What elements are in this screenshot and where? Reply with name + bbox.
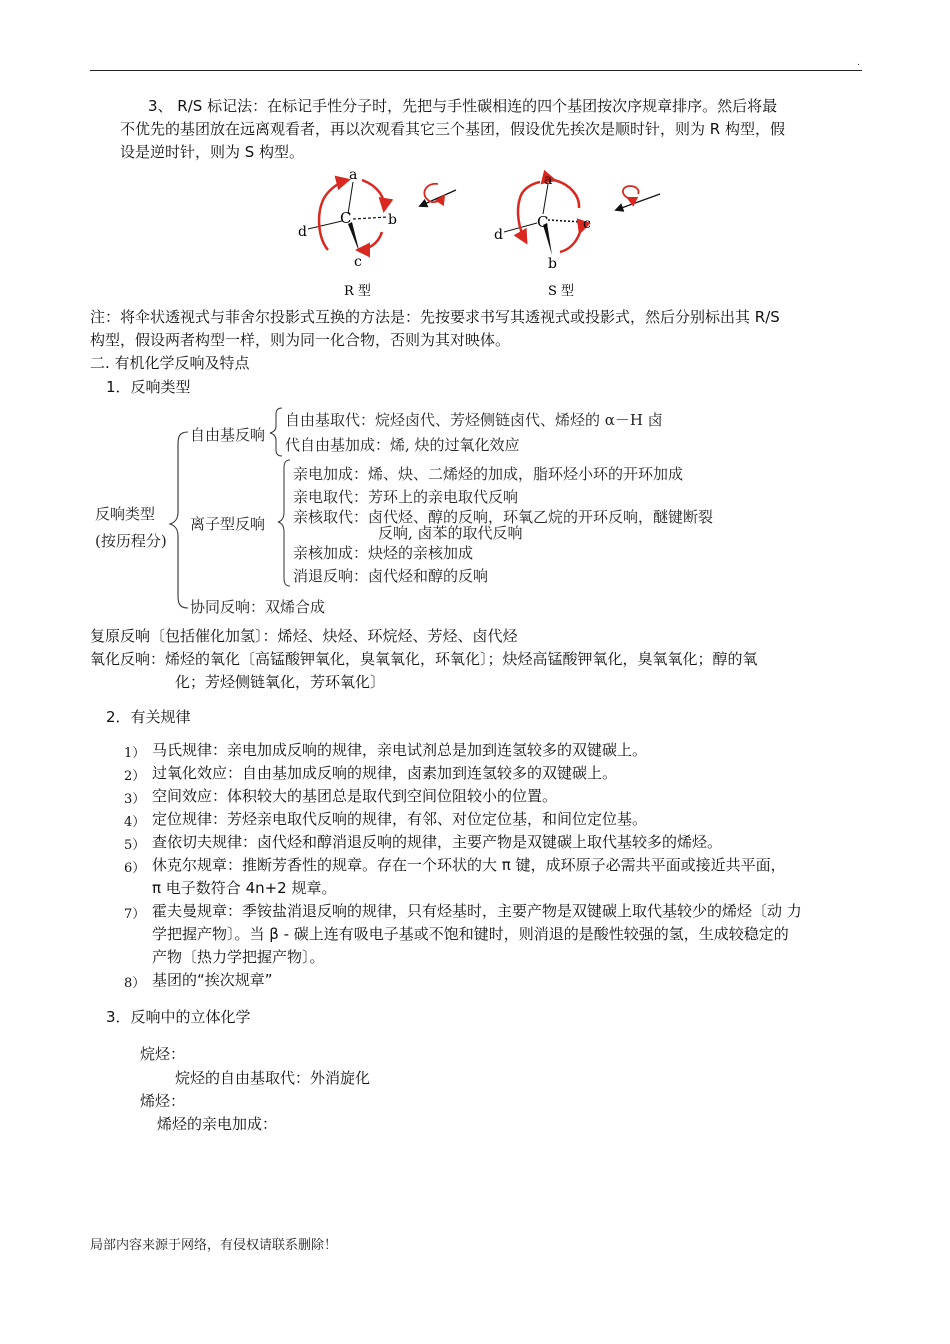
s-label-b: b [548, 256, 557, 272]
r-arc-1 [362, 180, 384, 210]
s-eye-arc [623, 186, 639, 198]
note-line-2: 构型，假设两者构型一样，则为同一化合物，否则为其对映体。 [90, 331, 511, 349]
rule-5-number: 5） [124, 838, 146, 853]
footer-disclaimer: 局部内容来源于网络，有侵权请联系删除！ [90, 1238, 338, 1253]
radical-brace [270, 408, 282, 456]
reaction-types-heading: 1．反响类型 [106, 378, 191, 396]
s-bond-a [543, 184, 548, 214]
r-label-b: b [388, 212, 397, 228]
oxidation-line-1: 氧化反响：烯烃的氧化〔高锰酸钾氧化，臭氧氧化，环氧化〕；炔烃高锰酸钾氧化，臭氧氧化；醇的氧 [90, 650, 758, 668]
rule-2-number: 2） [124, 769, 146, 784]
classification-root: 反响类型 [95, 505, 156, 523]
rs-line-3: 设是逆时针，则为 S 构型。 [120, 143, 305, 161]
rule-5: 查依切夫规律：卤代烃和醇消退反响的规律，主要产物是双键碳上取代基较多的烯烃。 [152, 833, 723, 851]
rule-3-number: 3） [124, 792, 146, 807]
s-arc-1 [518, 182, 540, 242]
s-view-arrow [616, 194, 660, 210]
rule-8-number: 8） [124, 976, 146, 991]
rule-8: 基团的“挨次规章” [152, 971, 273, 989]
r-label-d: d [298, 224, 307, 240]
r-caption: R 型 [344, 284, 371, 299]
radical-item-1: 自由基取代：烷烃卤代、芳烃侧链卤代、烯烃的 α－H 卤 [285, 411, 663, 429]
s-arc-3 [560, 232, 580, 252]
oxidation-line-2: 化；芳烃侧链氧化，芳环氧化〕 [175, 673, 386, 691]
rule-6-number: 6） [124, 861, 146, 876]
main-brace [170, 432, 188, 608]
alkene-heading: 烯烃： [140, 1092, 186, 1110]
r-arc-2 [358, 232, 382, 250]
section-2-title: 二. 有机化学反响及特点 [90, 354, 250, 372]
r-bond-b [353, 217, 388, 219]
rs-line-1: 3、 R/S 标记法：在标记手性分子时，先把与手性碳相连的四个基团按次序规章排序。然后将最 [148, 97, 778, 115]
s-label-d: d [494, 227, 503, 243]
reduction-line: 复原反响〔包括催化加氢〕：烯烃、炔烃、环烷烃、芳烃、卤代烃 [90, 627, 518, 645]
ionic-item-4: 亲核加成：炔烃的亲核加成 [293, 544, 474, 562]
rule-4: 定位规律：芳烃亲电取代反响的规律，有邻、对位定位基，和间位定位基。 [152, 810, 648, 828]
alkane-heading: 烷烃： [140, 1045, 186, 1063]
s-caption: S 型 [548, 284, 575, 299]
rs-configuration-diagram [280, 162, 680, 304]
s-configuration [494, 172, 660, 299]
radical-item-2: 代自由基加成：烯, 炔的过氧化效应 [285, 436, 520, 454]
alkene-detail: 烯烃的亲电加成： [157, 1115, 278, 1133]
concerted-reaction: 协同反响：双烯合成 [190, 598, 326, 616]
r-bond-d [308, 221, 342, 229]
rule-6-line-1: 休克尔规章：推断芳香性的规章。存在一个环状的大 π 键，成环原子必需共平面或接近共平面， [152, 856, 786, 874]
rule-7-line-3: 产物〔热力学把握产物〕。 [152, 948, 325, 966]
s-arc-2 [554, 180, 579, 208]
ionic-item-5: 消退反响：卤代烃和醇的反响 [293, 567, 489, 585]
rule-2: 过氧化效应：自由基加成反响的规律，卤素加到连氢较多的双键碳上。 [152, 764, 618, 782]
radical-reaction-label: 自由基反响 [190, 426, 266, 444]
r-configuration [298, 167, 456, 299]
rule-3: 空间效应：体积较大的基团总是取代到空间位阻较小的位置。 [152, 787, 558, 805]
s-label-a: a [544, 172, 553, 188]
rules-heading: 2．有关规律 [106, 708, 191, 726]
ionic-item-1: 亲电加成：烯、炔、二烯烃的加成，脂环烃小环的开环加成 [293, 465, 684, 483]
r-label-a: a [349, 167, 358, 183]
rule-1: 马氏规律：亲电加成反响的规律，亲电试剂总是加到连氢较多的双键碳上。 [152, 741, 648, 759]
rule-4-number: 4） [124, 815, 146, 830]
rule-7-line-1: 霍夫曼规章：季铵盐消退反响的规律，只有烃基时，主要产物是双键碳上取代基较少的烯烃〔动 力 [152, 902, 802, 920]
ionic-item-2: 亲电取代：芳环上的亲电取代反响 [293, 488, 519, 506]
ionic-reaction-label: 离子型反响 [190, 515, 266, 533]
stereochemistry-heading: 3．反响中的立体化学 [106, 1008, 251, 1026]
s-label-c: c [583, 216, 591, 232]
rule-7-line-2: 学把握产物〕。当 β - 碳上连有吸电子基或不饱和键时，则消退的是酸性较强的氢，生成较稳定的 [152, 925, 789, 943]
rule-6-line-2: π 电子数符合 4n+2 规章。 [152, 879, 337, 897]
classification-root-note: (按历程分) [95, 532, 167, 550]
ionic-item-3: 亲核取代：卤代烃、醇的反响，环氧乙烷的开环反响，醚键断裂 [293, 508, 714, 526]
header-rule [90, 70, 862, 71]
alkane-detail: 烷烃的自由基取代：外消旋化 [175, 1069, 371, 1087]
r-label-c: c [354, 254, 362, 270]
rs-line-2: 不优先的基团放在远离观看者，再以次观看其它三个基团，假设优先挨次是顺时针，则为 R 构型，假 [120, 120, 785, 138]
s-label-C: C [537, 213, 549, 231]
r-label-C: C [340, 209, 352, 227]
ionic-item-3-cont: 反响, 卤苯的取代反响 [378, 524, 523, 542]
rule-1-number: 1） [124, 746, 146, 761]
header-dot: . [857, 58, 860, 68]
ionic-brace [278, 460, 290, 586]
rule-7-number: 7） [124, 907, 146, 922]
s-bond-c [548, 220, 583, 222]
note-line-1: 注：将伞状透视式与菲舍尔投影式互换的方法是：先按要求书写其透视式或投影式，然后分别标出其 R/S [90, 308, 780, 326]
